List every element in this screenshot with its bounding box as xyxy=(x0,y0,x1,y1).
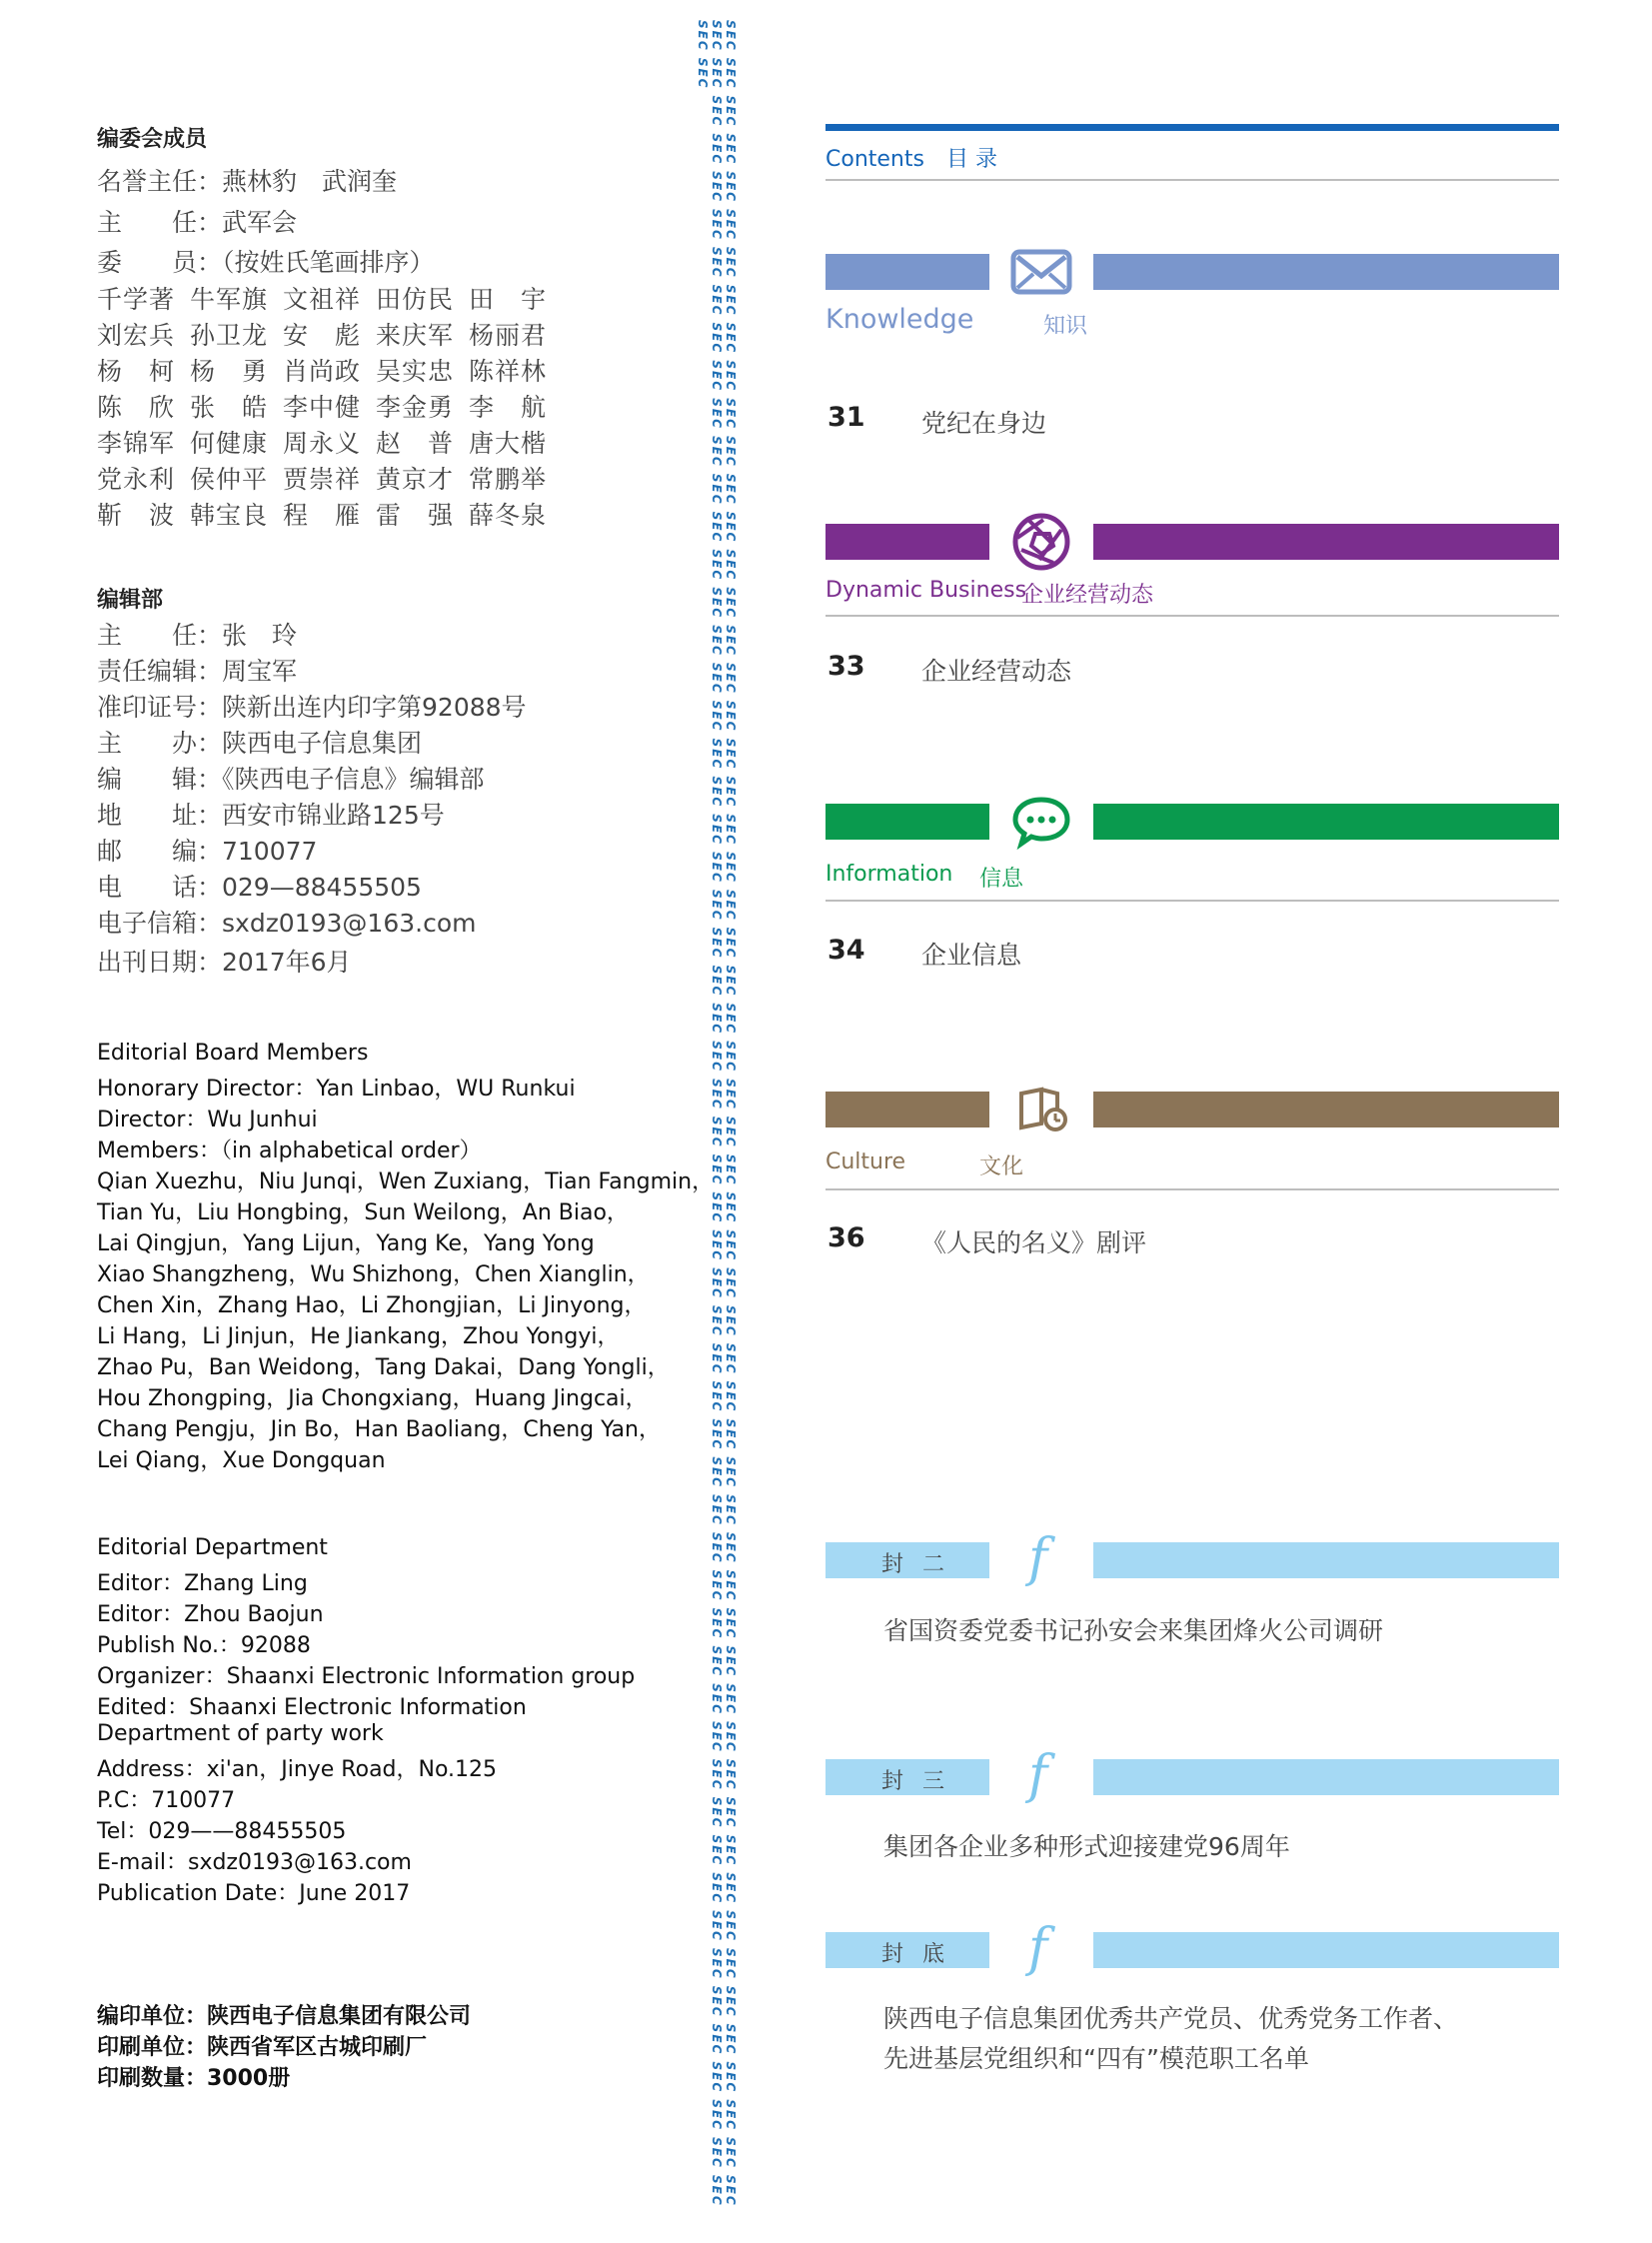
f-logo-icon: f xyxy=(1028,1528,1048,1588)
cover-entry[interactable]: 集团各企业多种形式迎接建党96周年 xyxy=(883,1832,1290,1861)
member-name: 李 航 xyxy=(469,393,548,422)
member-name: 安 彪 xyxy=(283,321,362,350)
member-name: 程 雁 xyxy=(283,501,362,530)
envelope-icon xyxy=(1009,244,1073,300)
member-name: 杨 勇 xyxy=(190,357,269,386)
printing-line: 编印单位：陕西电子信息集团有限公司 xyxy=(97,2004,472,2029)
editorial-line: 电 话：029—88455505 xyxy=(97,873,422,902)
page-number: 31 xyxy=(827,402,865,433)
member-name: 贾崇祥 xyxy=(283,465,362,494)
cover-bar xyxy=(1093,1759,1559,1795)
member-name: 唐大楷 xyxy=(469,429,548,458)
section-en-label: Knowledge xyxy=(826,304,974,335)
board-en-line: Tian Yu，Liu Hongbing，Sun Weilong，An Biao， xyxy=(97,1200,629,1225)
section-bar-left xyxy=(826,1092,989,1127)
board-en-line: Hou Zhongping，Jia Chongxiang，Huang Jingcai， xyxy=(97,1386,648,1411)
member-name: 韩宝良 xyxy=(190,501,269,530)
board-en-line: Director：Wu Junhui xyxy=(97,1108,318,1132)
section-bar-left xyxy=(826,254,989,290)
member-name: 靳 波 xyxy=(97,501,176,530)
board-en-line: Members：（in alphabetical order） xyxy=(97,1138,482,1163)
editorial-line: 责任编辑：周宝军 xyxy=(97,657,298,686)
member-name: 李锦军 xyxy=(97,429,176,458)
section-bar-left xyxy=(826,804,989,840)
contents-column xyxy=(826,0,1559,2243)
cover-label xyxy=(826,1759,989,1795)
member-name: 常鹏举 xyxy=(469,465,548,494)
board-en-line: Lai Qingjun，Yang Lijun，Yang Ke，Yang Yong xyxy=(97,1231,595,1256)
board-en-line: Qian Xuezhu，Niu Junqi，Wen Zuxiang，Tian Fangmin， xyxy=(97,1169,715,1194)
editorial-en-line: Publish No.：92088 xyxy=(97,1633,311,1658)
divider xyxy=(826,900,1559,902)
section-en-label: Culture xyxy=(826,1149,906,1174)
member-name: 来庆军 xyxy=(376,321,455,350)
editorial-en-line: Organizer：Shaanxi Electronic Information group xyxy=(97,1664,636,1689)
board-en-line: Chang Pengju，Jin Bo，Han Baoliang，Cheng Yan， xyxy=(97,1417,661,1442)
sec-divider-strip xyxy=(696,0,738,2243)
honorary-director: 名誉主任：燕林豹 武润奎 xyxy=(97,167,398,196)
toc-entry[interactable]: 企业经营动态 xyxy=(921,657,1072,686)
member-name: 何健康 xyxy=(190,429,269,458)
editorial-en-line: Tel：029——88455505 xyxy=(97,1819,347,1844)
page-number: 36 xyxy=(827,1222,865,1253)
member-row xyxy=(97,316,562,352)
member-name: 田 宇 xyxy=(469,285,548,314)
board-en-line: Li Hang，Li Jinjun，He Jiankang，Zhou Yongyi， xyxy=(97,1324,620,1349)
cover-entry[interactable]: 先进基层党组织和“四有”模范职工名单 xyxy=(883,2044,1309,2073)
section-bar-right xyxy=(1093,804,1559,840)
editorial-en-line: Editor：Zhou Baojun xyxy=(97,1602,324,1627)
section-bar-right xyxy=(1093,1092,1559,1127)
sec-watermark: SEC SEC SEC SEC SEC SEC SEC SEC SEC SEC SEC SEC SEC SEC SEC SEC SEC SEC SEC SEC SEC SEC SEC SEC SEC SEC SEC SEC SEC SEC SEC SEC SEC SEC SEC SEC SEC SEC SEC SEC SEC SEC SEC SEC SEC SEC SEC SEC SEC SEC SEC SEC SEC SEC SEC SEC SEC SEC SEC SEC SEC SEC SEC SEC SEC SEC SEC SEC SEC SEC SEC SEC SEC SEC SEC SEC SEC SEC SEC SEC SEC SEC SEC SEC SEC SEC SEC SEC SEC SEC SEC SEC SEC SEC SEC SEC SEC SEC SEC SEC SEC SEC SEC SEC SEC SEC SEC SEC SEC SEC SEC SEC SEC SEC SEC SEC SEC SEC xyxy=(696,20,738,2207)
member-name: 赵 普 xyxy=(376,429,455,458)
editorial-en-line: E-mail：sxdz0193@163.com xyxy=(97,1850,412,1875)
editorial-en-line: Address：xi'an，Jinye Road，No.125 xyxy=(97,1757,498,1782)
cover-label xyxy=(826,1542,989,1578)
editorial-en-line: Department of party work xyxy=(97,1721,384,1746)
member-name: 刘宏兵 xyxy=(97,321,176,350)
cover-entry[interactable]: 陕西电子信息集团优秀共产党员、优秀党务工作者、 xyxy=(883,2004,1459,2033)
member-name: 肖尚政 xyxy=(283,357,362,386)
editorial-line: 主 任：张 玲 xyxy=(97,621,298,650)
chat-bubble-icon xyxy=(1009,794,1073,850)
board-title: 编委会成员 xyxy=(97,127,208,152)
section-bar-right xyxy=(1093,254,1559,290)
printing-line: 印刷数量：3000册 xyxy=(97,2066,291,2091)
member-row xyxy=(97,388,562,424)
open-book-icon xyxy=(1015,1084,1079,1139)
board-en-line: Chen Xin，Zhang Hao，Li Zhongjian，Li Jinyong， xyxy=(97,1293,647,1318)
member-row xyxy=(97,352,562,388)
toc-entry[interactable]: 《人民的名义》剧评 xyxy=(921,1228,1147,1257)
member-row xyxy=(97,424,562,460)
editorial-en-line: Editorial Department xyxy=(97,1535,328,1560)
member-name: 孙卫龙 xyxy=(190,321,269,350)
editorial-line: 准印证号：陕新出连内印字第92088号 xyxy=(97,693,527,722)
printing-line: 印刷单位：陕西省军区古城印刷厂 xyxy=(97,2035,428,2060)
board-en-line: Honorary Director：Yan Linbao，WU Runkui xyxy=(97,1077,576,1102)
member-name: 党永利 xyxy=(97,465,176,494)
section-en-label: Dynamic Business xyxy=(826,578,1027,603)
section-en-label: Information xyxy=(826,862,953,887)
section-cn-label: 知识 xyxy=(1043,314,1088,339)
divider xyxy=(826,615,1559,617)
member-name: 薛冬泉 xyxy=(469,501,548,530)
cover-label-text: 封 二 xyxy=(881,1552,950,1577)
toc-entry[interactable]: 企业信息 xyxy=(921,941,1022,970)
members-label: 委 员：（按姓氏笔画排序） xyxy=(97,248,435,277)
board-en-line: Lei Qiang，Xue Dongquan xyxy=(97,1448,386,1473)
cover-label xyxy=(826,1932,989,1968)
section-bar-right xyxy=(1093,524,1559,560)
editorial-line: 电子信箱：sxdz0193@163.com xyxy=(97,909,477,938)
page-number: 34 xyxy=(827,935,865,966)
member-name: 张 皓 xyxy=(190,393,269,422)
member-name: 田仿民 xyxy=(376,285,455,314)
cover-bar xyxy=(1093,1542,1559,1578)
divider xyxy=(826,179,1559,181)
member-name: 杨 柯 xyxy=(97,357,176,386)
cover-label-text: 封 底 xyxy=(881,1942,950,1967)
f-logo-icon: f xyxy=(1028,1918,1048,1978)
member-row xyxy=(97,280,562,316)
member-name: 周永义 xyxy=(283,429,362,458)
member-name: 千学著 xyxy=(97,285,176,314)
divider xyxy=(826,1188,1559,1190)
cover-bar xyxy=(1093,1932,1559,1968)
page-number: 33 xyxy=(827,651,865,682)
section-bar-left xyxy=(826,524,989,560)
editorial-line: 编 辑：《陕西电子信息》编辑部 xyxy=(97,765,485,794)
member-name: 李中健 xyxy=(283,393,362,422)
member-row xyxy=(97,496,562,532)
board-en-line: Editorial Board Members xyxy=(97,1041,369,1066)
editorial-en-line: Edited：Shaanxi Electronic Information xyxy=(97,1695,527,1720)
member-name: 陈祥林 xyxy=(469,357,548,386)
f-logo-icon: f xyxy=(1028,1745,1048,1805)
editorial-line: 出刊日期：2017年6月 xyxy=(97,948,352,977)
editorial-en-line: Editor：Zhang Ling xyxy=(97,1571,308,1596)
member-name: 文祖祥 xyxy=(283,285,362,314)
member-name: 杨丽君 xyxy=(469,321,548,350)
member-name: 雷 强 xyxy=(376,501,455,530)
member-name: 牛军旗 xyxy=(190,285,269,314)
contents-title: Contents 目 录 xyxy=(826,147,997,172)
member-name: 吴实忠 xyxy=(376,357,455,386)
member-name: 黄京才 xyxy=(376,465,455,494)
member-name: 侯仲平 xyxy=(190,465,269,494)
editorial-line: 地 址：西安市锦业路125号 xyxy=(97,801,445,830)
member-name: 陈 欣 xyxy=(97,393,176,422)
section-cn-label: 信息 xyxy=(979,867,1024,892)
editorial-line: 邮 编：710077 xyxy=(97,837,318,866)
contents-top-bar xyxy=(826,124,1559,131)
cover-entry[interactable]: 省国资委党委书记孙安会来集团烽火公司调研 xyxy=(883,1616,1384,1645)
board-en-line: Xiao Shangzheng，Wu Shizhong，Chen Xianglin， xyxy=(97,1262,650,1287)
cover-label-text: 封 三 xyxy=(881,1769,950,1794)
masthead-column xyxy=(0,0,720,2243)
editorial-title: 编辑部 xyxy=(97,588,164,613)
section-cn-label: 文化 xyxy=(979,1154,1024,1179)
editorial-en-line: P.C：710077 xyxy=(97,1788,236,1813)
section-cn-label: 企业经营动态 xyxy=(1021,583,1154,608)
editorial-en-line: Publication Date：June 2017 xyxy=(97,1881,411,1906)
director: 主 任：武军会 xyxy=(97,208,298,237)
editorial-line: 主 办：陕西电子信息集团 xyxy=(97,729,423,758)
member-row xyxy=(97,460,562,496)
board-en-line: Zhao Pu，Ban Weidong，Tang Dakai，Dang Yongli， xyxy=(97,1355,670,1380)
toc-entry[interactable]: 党纪在身边 xyxy=(921,409,1047,438)
camera-aperture-icon xyxy=(1009,512,1073,568)
member-name: 李金勇 xyxy=(376,393,455,422)
